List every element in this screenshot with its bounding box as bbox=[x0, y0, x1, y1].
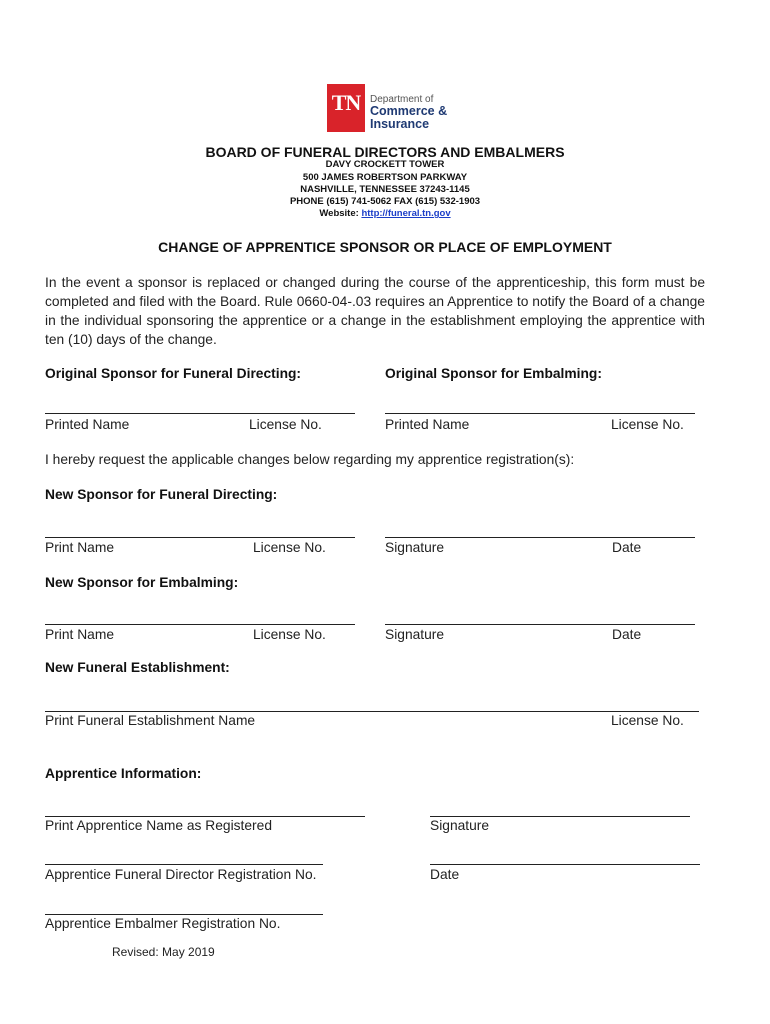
original-emb-name-label: Printed Name bbox=[385, 417, 470, 432]
apprentice-name-line[interactable] bbox=[45, 816, 365, 817]
new-fd-license-label: License No. bbox=[253, 540, 326, 555]
revised-date: Revised: May 2019 bbox=[112, 945, 215, 959]
new-emb-heading: New Sponsor for Embalming: bbox=[45, 575, 239, 590]
original-emb-license-label: License No. bbox=[611, 417, 684, 432]
address-line-1: DAVY CROCKETT TOWER bbox=[325, 159, 445, 170]
new-emb-signature-line[interactable] bbox=[385, 624, 695, 625]
intro-paragraph: In the event a sponsor is replaced or changed during the course of the apprenticeship, this form must be completed and filed with the Board. Rule 0660-04-.03 requires an Apprentice to notify the Board of a change in the individual sponsoring the apprentice or a change in the establishment employing the apprentice with ten (10) days of the change. bbox=[45, 275, 705, 347]
new-establishment-name-label: Print Funeral Establishment Name bbox=[45, 713, 256, 728]
website-link[interactable]: http://funeral.tn.gov bbox=[361, 208, 451, 219]
new-fd-name-line[interactable] bbox=[45, 537, 355, 538]
new-fd-heading: New Sponsor for Funeral Directing: bbox=[45, 487, 278, 502]
original-fd-heading: Original Sponsor for Funeral Directing: bbox=[45, 366, 302, 381]
apprentice-date-line[interactable] bbox=[430, 864, 700, 865]
new-emb-name-label: Print Name bbox=[45, 627, 115, 642]
request-statement: I hereby request the applicable changes below regarding my apprentice registration(s): bbox=[45, 452, 575, 467]
tn-logo-letters: TN bbox=[331, 90, 361, 115]
new-establishment-line[interactable] bbox=[45, 711, 699, 712]
apprentice-fd-reg-label: Apprentice Funeral Director Registration No. bbox=[45, 867, 317, 882]
apprentice-date-label: Date bbox=[430, 867, 460, 882]
website-label: Website: bbox=[319, 208, 362, 219]
apprentice-emb-reg-line[interactable] bbox=[45, 914, 323, 915]
phone-fax-line: PHONE (615) 741-5062 FAX (615) 532-1903 bbox=[289, 196, 481, 207]
new-fd-name-label: Print Name bbox=[45, 540, 115, 555]
form-title: CHANGE OF APPRENTICE SPONSOR OR PLACE OF EMPLOYMENT bbox=[158, 239, 612, 255]
address-line-3: NASHVILLE, TENNESSEE 37243-1145 bbox=[300, 184, 470, 195]
new-fd-signature-label: Signature bbox=[385, 540, 445, 555]
apprentice-info-heading: Apprentice Information: bbox=[45, 766, 202, 781]
board-title: BOARD OF FUNERAL DIRECTORS AND EMBALMERS bbox=[205, 144, 565, 160]
apprentice-name-label: Print Apprentice Name as Registered bbox=[45, 818, 272, 833]
new-establishment-heading: New Funeral Establishment: bbox=[45, 660, 230, 675]
website-line bbox=[0, 208, 770, 220]
logo-agency-line1: Commerce & bbox=[370, 104, 448, 118]
apprentice-fd-reg-line[interactable] bbox=[45, 864, 323, 865]
new-establishment-license-label: License No. bbox=[611, 713, 684, 728]
new-emb-license-label: License No. bbox=[253, 627, 326, 642]
logo-agency-line2: Insurance bbox=[370, 117, 430, 131]
apprentice-signature-label: Signature bbox=[430, 818, 490, 833]
tn-commerce-insurance-logo bbox=[327, 84, 457, 134]
new-fd-signature-line[interactable] bbox=[385, 537, 695, 538]
apprentice-emb-reg-label: Apprentice Embalmer Registration No. bbox=[45, 916, 281, 931]
logo-department-text: Department of bbox=[370, 94, 434, 105]
apprentice-signature-line[interactable] bbox=[430, 816, 690, 817]
new-emb-name-line[interactable] bbox=[45, 624, 355, 625]
new-emb-date-label: Date bbox=[612, 627, 642, 642]
new-emb-signature-label: Signature bbox=[385, 627, 445, 642]
original-fd-name-label: Printed Name bbox=[45, 417, 130, 432]
original-fd-name-line[interactable] bbox=[45, 413, 355, 414]
logo-agency-name bbox=[370, 105, 447, 131]
original-emb-name-line[interactable] bbox=[385, 413, 695, 414]
address-line-2: 500 JAMES ROBERTSON PARKWAY bbox=[302, 172, 468, 183]
new-fd-date-label: Date bbox=[612, 540, 642, 555]
original-fd-license-label: License No. bbox=[249, 417, 322, 432]
original-emb-heading: Original Sponsor for Embalming: bbox=[385, 366, 602, 381]
